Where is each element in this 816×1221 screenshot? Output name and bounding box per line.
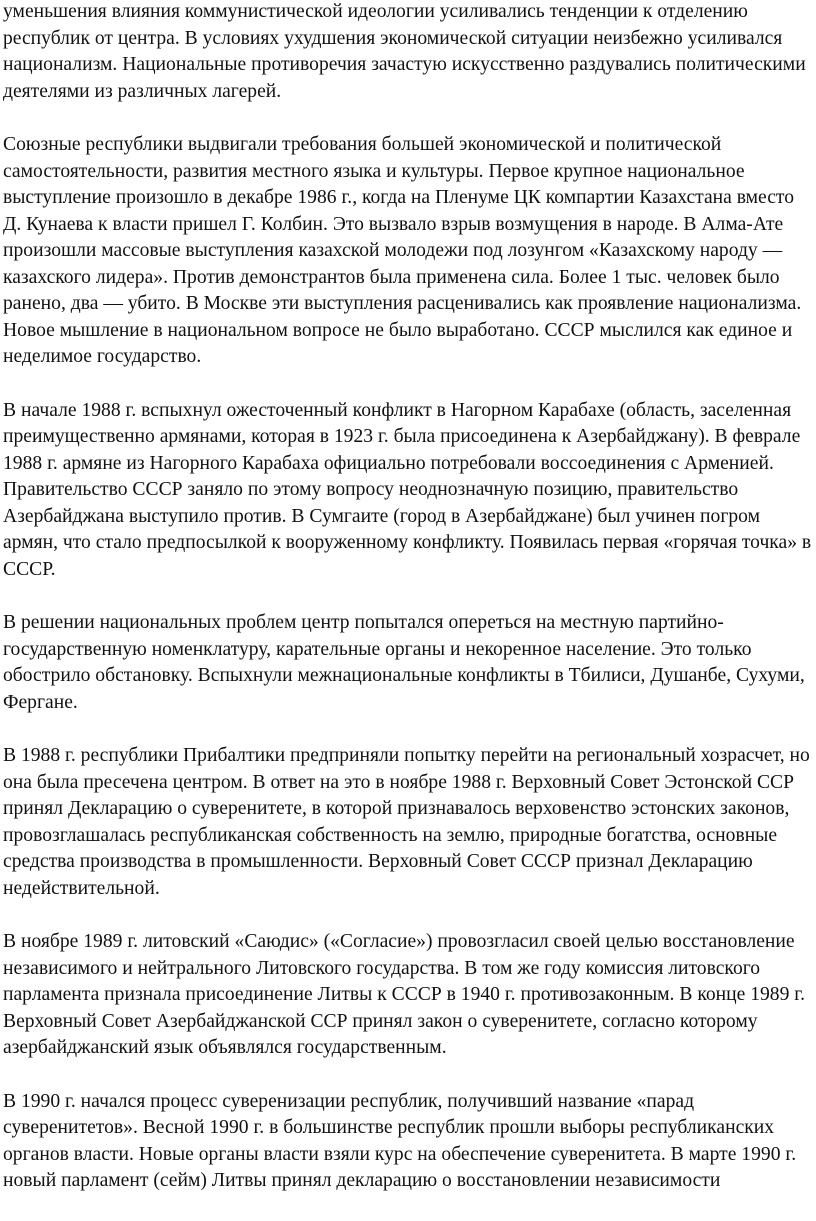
- paragraph-kazakhstan-1986: Союзные республики выдвигали требования большей экономической и политической самостоятельности, развития местного языка и культуры. Первое крупное национальное выступление произошло в декабре 1986 г., когда на Пленуме ЦК компартии Казахстана вместо Д. Кунаева к власти пришел Г. Колбин. Это вызвало взрыв возмущения в народе. В Алма-Ате произошли массовые выступления казахской молодежи под лозунгом «Казахскому народу — казахского лидера». Против демонстрантов была применена сила. Более 1 тыс. человек было ранено, два — убито. В Москве эти выступления расценивались как проявление национализма. Новое мышление в национальном вопросе не было выработано. СССР мыслился как единое и неделимое государство.: [3, 134, 802, 367]
- paragraph-parade-of-sovereignties: В 1990 г. начался процесс суверенизации республик, получивший название «парад суверенитетов». Весной 1990 г. в большинстве республик прошли выборы республиканских органов власти. Новые органы власти взяли курс на обеспечение суверенитета. В марте 1990 г. новый парламент (сейм) Литвы принял декларацию о восстановлении независимости: [3, 1090, 797, 1191]
- paragraph-nagorno-karabakh: В начале 1988 г. вспыхнул ожесточенный конфликт в Нагорном Карабахе (область, заселенная преимущественно армянами, которая в 1923 г. была присоединена к Азербайджану). В феврале 1988 г. армяне из Нагорного Карабаха официально потребовали воссоединения с Арменией. Правительство СССР заняло по этому вопросу неоднозначную позицию, правительство Азербайджана выступило против. В Сумгаите (город в Азербайджане) был учинен погром армян, что стало предпосылкой к вооруженному конфликту. Появилась первая «горячая точка» в СССР.: [3, 399, 812, 580]
- paragraph-lithuania-sajudis: В ноябре 1989 г. литовский «Саюдис» («Согласие») провозгласил своей целью восстановление независимого и нейтрального Литовского государства. В том же году комиссия литовского парламента признала присоединение Литвы к СССР в 1940 г. противозаконным. В конце 1989 г. Верховный Совет Азербайджанской ССР принял закон о суверенитете, согласно которому азербайджанский язык объявлялся государственным.: [3, 931, 806, 1058]
- paragraph-national-conflicts: В решении национальных проблем центр попытался опереться на местную партийно-государственную номенклатуру, карательные органы и некоренное население. Это только обострило обстановку. Вспыхнули межнациональные конфликты в Тбилиси, Душанбе, Сухуми, Фергане.: [3, 612, 805, 713]
- paragraph-estonia-sovereignty: В 1988 г. республики Прибалтики предприняли попытку перейти на региональный хозрасчет, но она была пресечена центром. В ответ на это в ноябре 1988 г. Верховный Совет Эстонской ССР принял Декларацию о суверенитете, в которой признавалось верховенство эстонских законов, провозглашалась республиканская собственность на землю, природные богатства, основные средства производства в промышленности. Верховный Совет СССР признал Декларацию недействительной.: [3, 745, 810, 899]
- paragraph-communist-ideology: уменьшения влияния коммунистической идеологии усиливались тенденции к отделению республик от центра. В условиях ухудшения экономической ситуации неизбежно усиливался национализм. Национальные противоречия зачастую искусственно раздувались политическими деятелями из различных лагерей.: [3, 1, 806, 102]
